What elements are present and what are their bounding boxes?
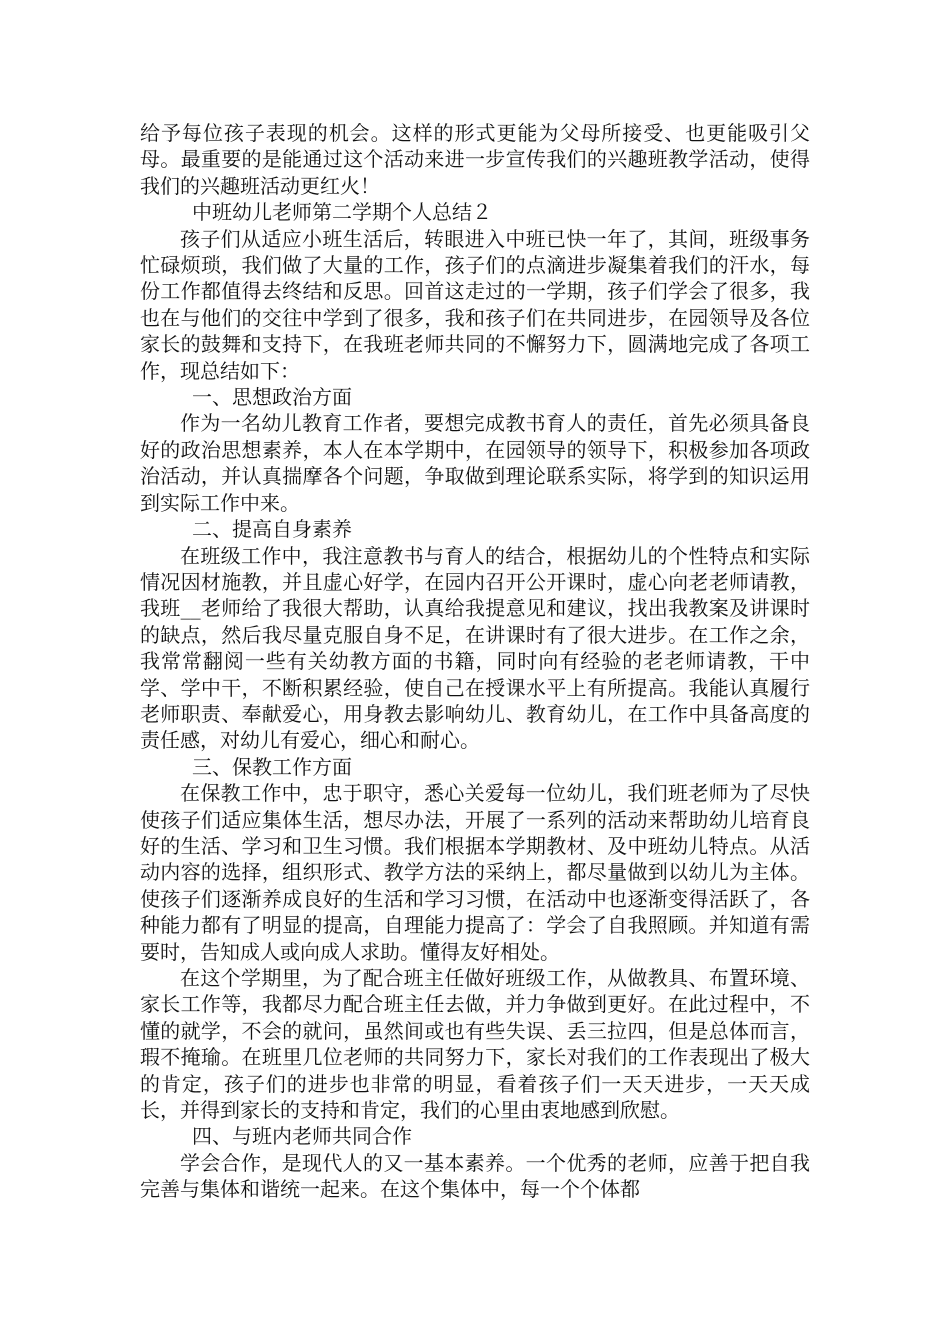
heading-care-education: 三、保教工作方面 [192,754,352,779]
paragraph-self-improvement: 在班级工作中，我注意教书与育人的结合，根据幼儿的个性特点和实际情况因材施教，并且虚心好学，在园内召开公开课时，虚心向老老师请教，我班__老师给了我很大帮助，认真给我提意见和建议，找出我教案及讲课时的缺点，然后我尽量克服自身不足，在讲课时有了很大进步。在工作之余，我常常翻阅一些有关幼教方面的书籍，同时向有经验的老老师请教，干中学、学中干，不断积累经验，使自己在授课水平上有所提高。我能认真履行老师职责、奉献爱心，用身教去影响幼儿、教育幼儿，在工作中具备高度的责任感，对幼儿有爱心，细心和耐心。 [140,543,810,753]
paragraph-care-education-2: 在这个学期里，为了配合班主任做好班级工作，从做教具、布置环境、家长工作等，我都尽力配合班主任去做，并力争做到更好。在此过程中，不懂的就学，不会的就问，虽然间或也有些失误、丢三拉四，但是总体而言，瑕不掩瑜。在班里几位老师的共同努力下，家长对我们的工作表现出了极大的肯定，孩子们的进步也非常的明显，看着孩子们一天天进步，一天天成长，并得到家长的支持和肯定，我们的心里由衷地感到欣慰。 [140,966,810,1123]
heading-cooperation: 四、与班内老师共同合作 [192,1124,412,1149]
paragraph-care-education-1: 在保教工作中，忠于职守，悉心关爱每一位幼儿，我们班老师为了尽快使孩子们适应集体生活，想尽办法，开展了一系列的活动来帮助幼儿培育良好的生活、学习和卫生习惯。我们根据本学期教材、及中班幼儿特点。从活动内容的选择，组织形式、教学方法的采纳上，都尽量做到以幼儿为主体。使孩子们逐渐养成良好的生活和学习习惯，在活动中也逐渐变得活跃了，各种能力都有了明显的提高，自理能力提高了：学会了自我照顾。并知道有需要时，告知成人或向成人求助。懂得友好相处。 [140,781,810,964]
heading-self-improvement: 二、提高自身素养 [192,517,352,542]
document-body [140,120,810,1203]
paragraph-intro: 孩子们从适应小班生活后，转眼进入中班已快一年了，其间，班级事务忙碌烦琐，我们做了大量的工作，孩子们的点滴进步凝集着我们的汗水，每份工作都值得去终结和反思。回首这走过的一学期，孩子们学会了很多，我也在与他们的交往中学到了很多，我和孩子们在共同进步，在园领导及各位家长的鼓舞和支持下，在我班老师共同的不懈努力下，圆满地完成了各项工作，现总结如下： [140,226,810,383]
section-title: 中班幼儿老师第二学期个人总结２ [192,200,492,225]
paragraph-political: 作为一名幼儿教育工作者，要想完成教书育人的责任，首先必须具备良好的政治思想素养，本人在本学期中，在园领导的领导下，积极参加各项政治活动，并认真揣摩各个问题，争取做到理论联系实际，将学到的知识运用到实际工作中来。 [140,411,810,515]
paragraph-continuation: 给予每位孩子表现的机会。这样的形式更能为父母所接受、也更能吸引父母。最重要的是能通过这个活动来进一步宣传我们的兴趣班教学活动，使得我们的兴趣班活动更红火！ [140,121,810,198]
paragraph-cooperation: 学会合作，是现代人的又一基本素养。一个优秀的老师，应善于把自我完善与集体和谐统一起来。在这个集体中，每一个个体都 [140,1150,810,1202]
heading-political: 一、思想政治方面 [192,385,352,410]
